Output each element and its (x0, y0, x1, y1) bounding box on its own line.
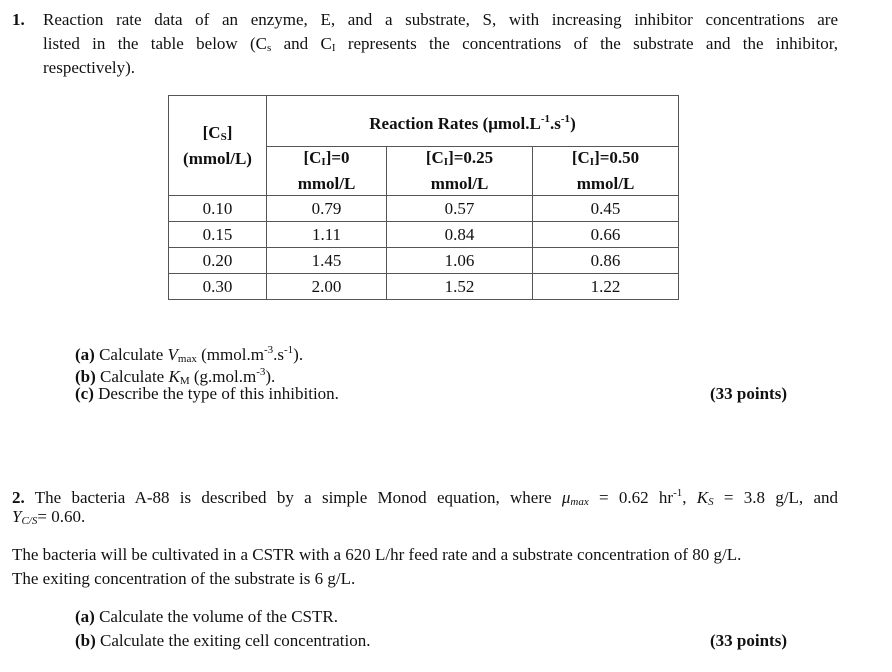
ci-header-2: [CI]=0.50 mmol/L (533, 147, 679, 196)
table-cell: 0.45 (533, 196, 679, 222)
q1-part-b: (b) Calculate KM $(g.mol.m^{-3})$. (75, 366, 276, 387)
table-cell: 0.86 (533, 248, 679, 274)
q1-intro-line1: Reaction rate data of an enzyme, E, and a substrate, S, with increasing inhibitor concentrations are (43, 10, 838, 29)
q1-part-a: (a) Calculate Vmax $(mmol.m^{-3}.s^{-1})$. (75, 344, 304, 365)
q2-line2: YC/S= 0.60. (12, 507, 86, 527)
reaction-rate-table (168, 95, 679, 300)
table-cell: 0.30 (169, 274, 267, 300)
cs-header: [CS] (mmol/L) (169, 96, 267, 196)
q1-part-c: (c) Describe the type of this inhibition. (75, 384, 339, 403)
table-row (169, 274, 679, 300)
q1-points: (33 points) (710, 384, 787, 403)
q2-part-a: (a) Calculate the volume of the CSTR. (75, 607, 338, 626)
ci-header-0: [CI]=0 mmol/L (267, 147, 387, 196)
table-cell: 0.84 (387, 222, 533, 248)
ci-header-1: [CI]=0.25 mmol/L (387, 147, 533, 196)
q1-number: 1. (12, 10, 25, 29)
q2-paragraph-line2: The exiting concentration of the substrate is 6 g/L. (12, 569, 356, 588)
table-row (169, 196, 679, 222)
q1-intro-line3: respectively). (43, 58, 136, 77)
table-row (169, 222, 679, 248)
q1-intro-line2: listed in the table below (Cs and CI represents the concentrations of the substrate and the inhibitor, (43, 34, 838, 54)
table-cell: 1.45 (267, 248, 387, 274)
q2-paragraph-line1: The bacteria will be cultivated in a CSTR with a 620 L/hr feed rate and a substrate concentration of 80 g/L. (12, 545, 742, 564)
table-cell: 1.06 (387, 248, 533, 274)
table-cell: 0.10 (169, 196, 267, 222)
table-cell: 0.79 (267, 196, 387, 222)
table-row (169, 248, 679, 274)
table-cell: 0.57 (387, 196, 533, 222)
q2-part-b: (b) Calculate the exiting cell concentration. (75, 631, 371, 650)
table-cell: 1.52 (387, 274, 533, 300)
rates-header: Reaction Rates $(\mu mol.L^{-1}.s^{-1})$ (267, 96, 679, 147)
table-cell: 0.20 (169, 248, 267, 274)
table-cell: 0.66 (533, 222, 679, 248)
table-cell: 1.11 (267, 222, 387, 248)
q2-points: (33 points) (710, 631, 787, 650)
table-cell: 1.22 (533, 274, 679, 300)
table-cell: 2.00 (267, 274, 387, 300)
q2-line1: 2. The bacteria A-88 is described by a simple Monod equation, where μmax = 0.62 $hr^{-1}$, KS = 3.8 g/L, and (12, 487, 839, 508)
table-cell: 0.15 (169, 222, 267, 248)
